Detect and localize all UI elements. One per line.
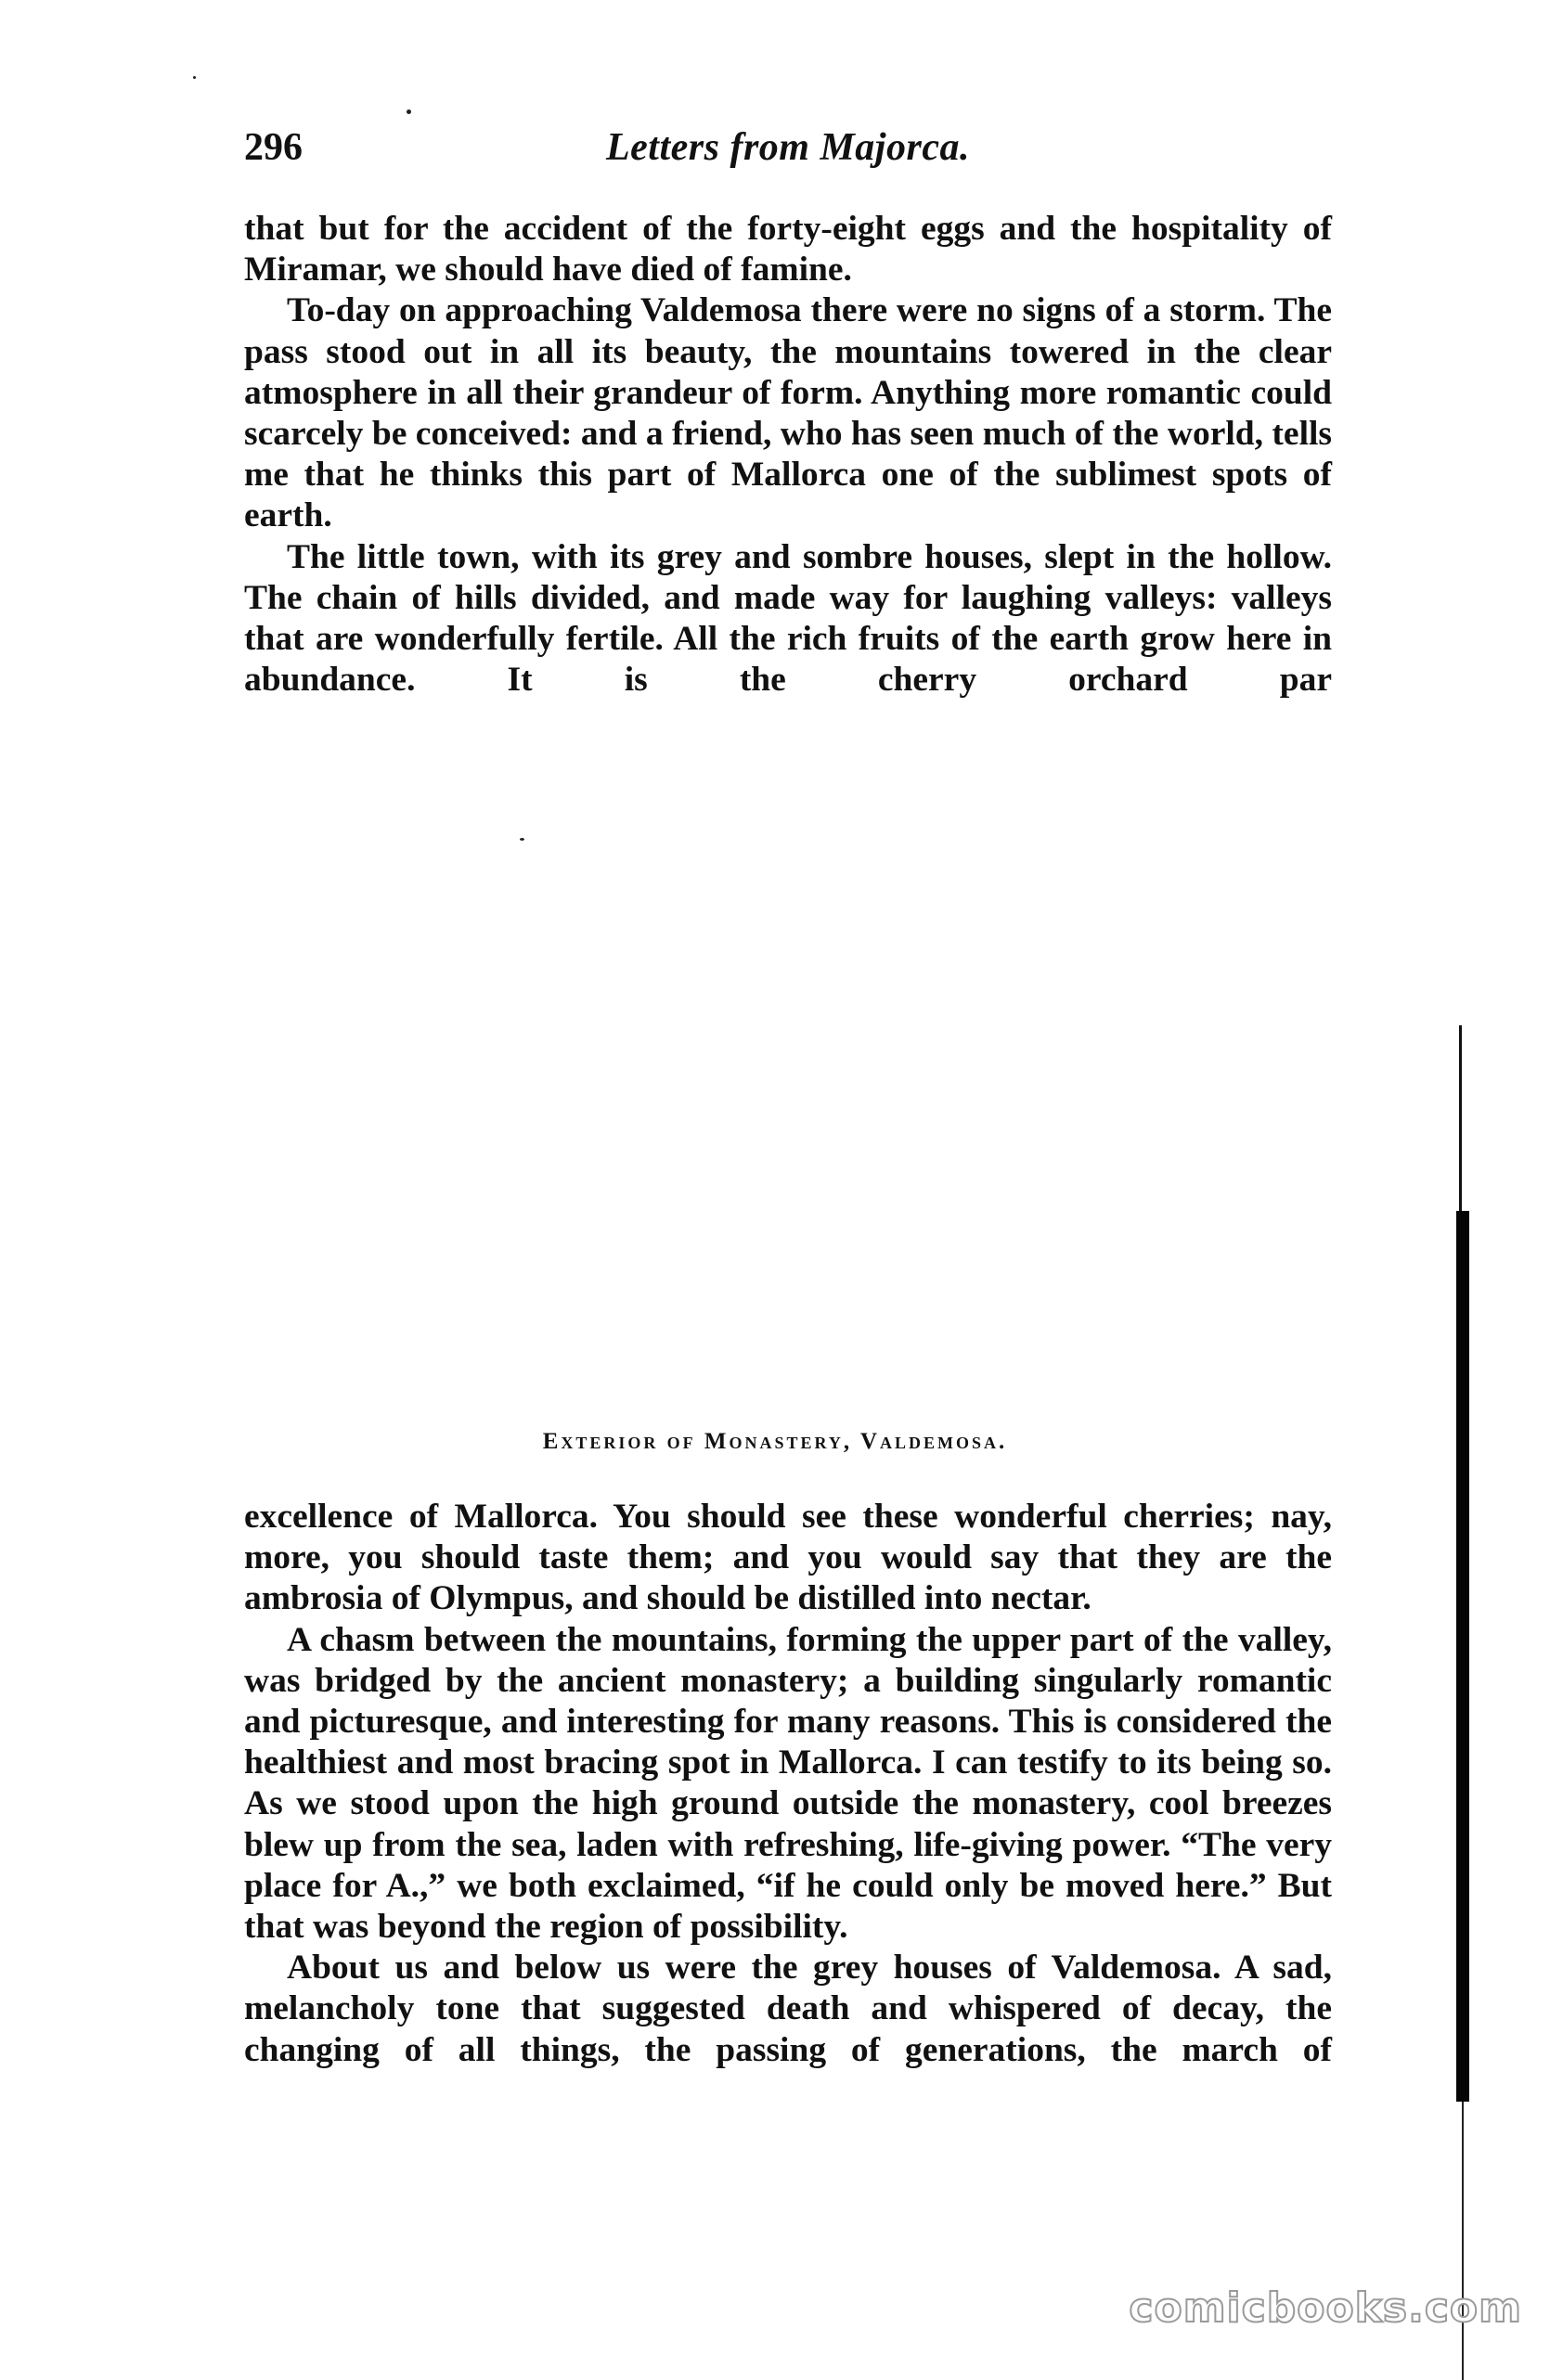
- scan-edge-thin-line: [1459, 1025, 1462, 1211]
- scan-speck: [407, 109, 411, 114]
- paragraph: To-day on approaching Valdemosa there were no signs of a storm. The pass stood out in all its beauty, the mountains towered in the clear atmosphere in all their grandeur of form. Anything more romantic could scarcely be conceived: and a friend, who has seen much of the world, tells me that he thinks this part of Mallorca one of the sublimest spots of earth.: [244, 291, 1332, 535]
- paragraph: excellence of Mallorca. You should see these wonderful cherries; nay, more, you should taste them; and you would say that they are the ambrosia of Olympus, and should be distilled into nectar.: [244, 1498, 1332, 1618]
- watermark-logo: comicbooks.com: [1129, 2284, 1522, 2332]
- scan-edge-tail-line: [1462, 2102, 1464, 2380]
- paragraph: that but for the accident of the forty-eight eggs and the hospitality of Miramar, we should have died of famine.: [244, 210, 1332, 289]
- text-block-top: [244, 209, 1332, 701]
- scan-edge-shadow: [1454, 1025, 1471, 2046]
- scan-speck: [520, 838, 524, 841]
- paragraph: A chasm between the mountains, forming the upper part of the valley, was bridged by the ancient monastery; a building singularly romantic and picturesque, and interesting for many reasons. This is considered the healthiest and most bracing spot in Mallorca. I can testify to its being so. As we stood upon the high ground outside the monastery, cool breezes blew up from the sea, laden with refreshing, life-giving power. “The very place for A.,” we both exclaimed, “if he could only be moved here.” But that was beyond the region of possibility.: [244, 1620, 1332, 1947]
- page-number: 296: [244, 126, 303, 169]
- running-head: Letters from Majorca.: [606, 126, 970, 169]
- text-block-bottom: [244, 1497, 1332, 2071]
- illustration-caption: Exterior of Monastery, Valdemosa.: [542, 1429, 1008, 1454]
- page-header: [244, 125, 1332, 181]
- scan-edge-thick-line: [1456, 1211, 1469, 2102]
- paragraph: The little town, with its grey and sombre houses, slept in the hollow. The chain of hills divided, and made way for laughing valleys: valleys that are wonderfully fertile. All the rich fruits of the earth grow here in abundance. It is the cherry orchard par: [244, 537, 1332, 700]
- paragraph: About us and below us were the grey houses of Valdemosa. A sad, melancholy tone that suggested death and whispered of decay, the changing of all things, the passing of generations, the march of: [244, 1949, 1332, 2069]
- scan-speck: [193, 76, 196, 79]
